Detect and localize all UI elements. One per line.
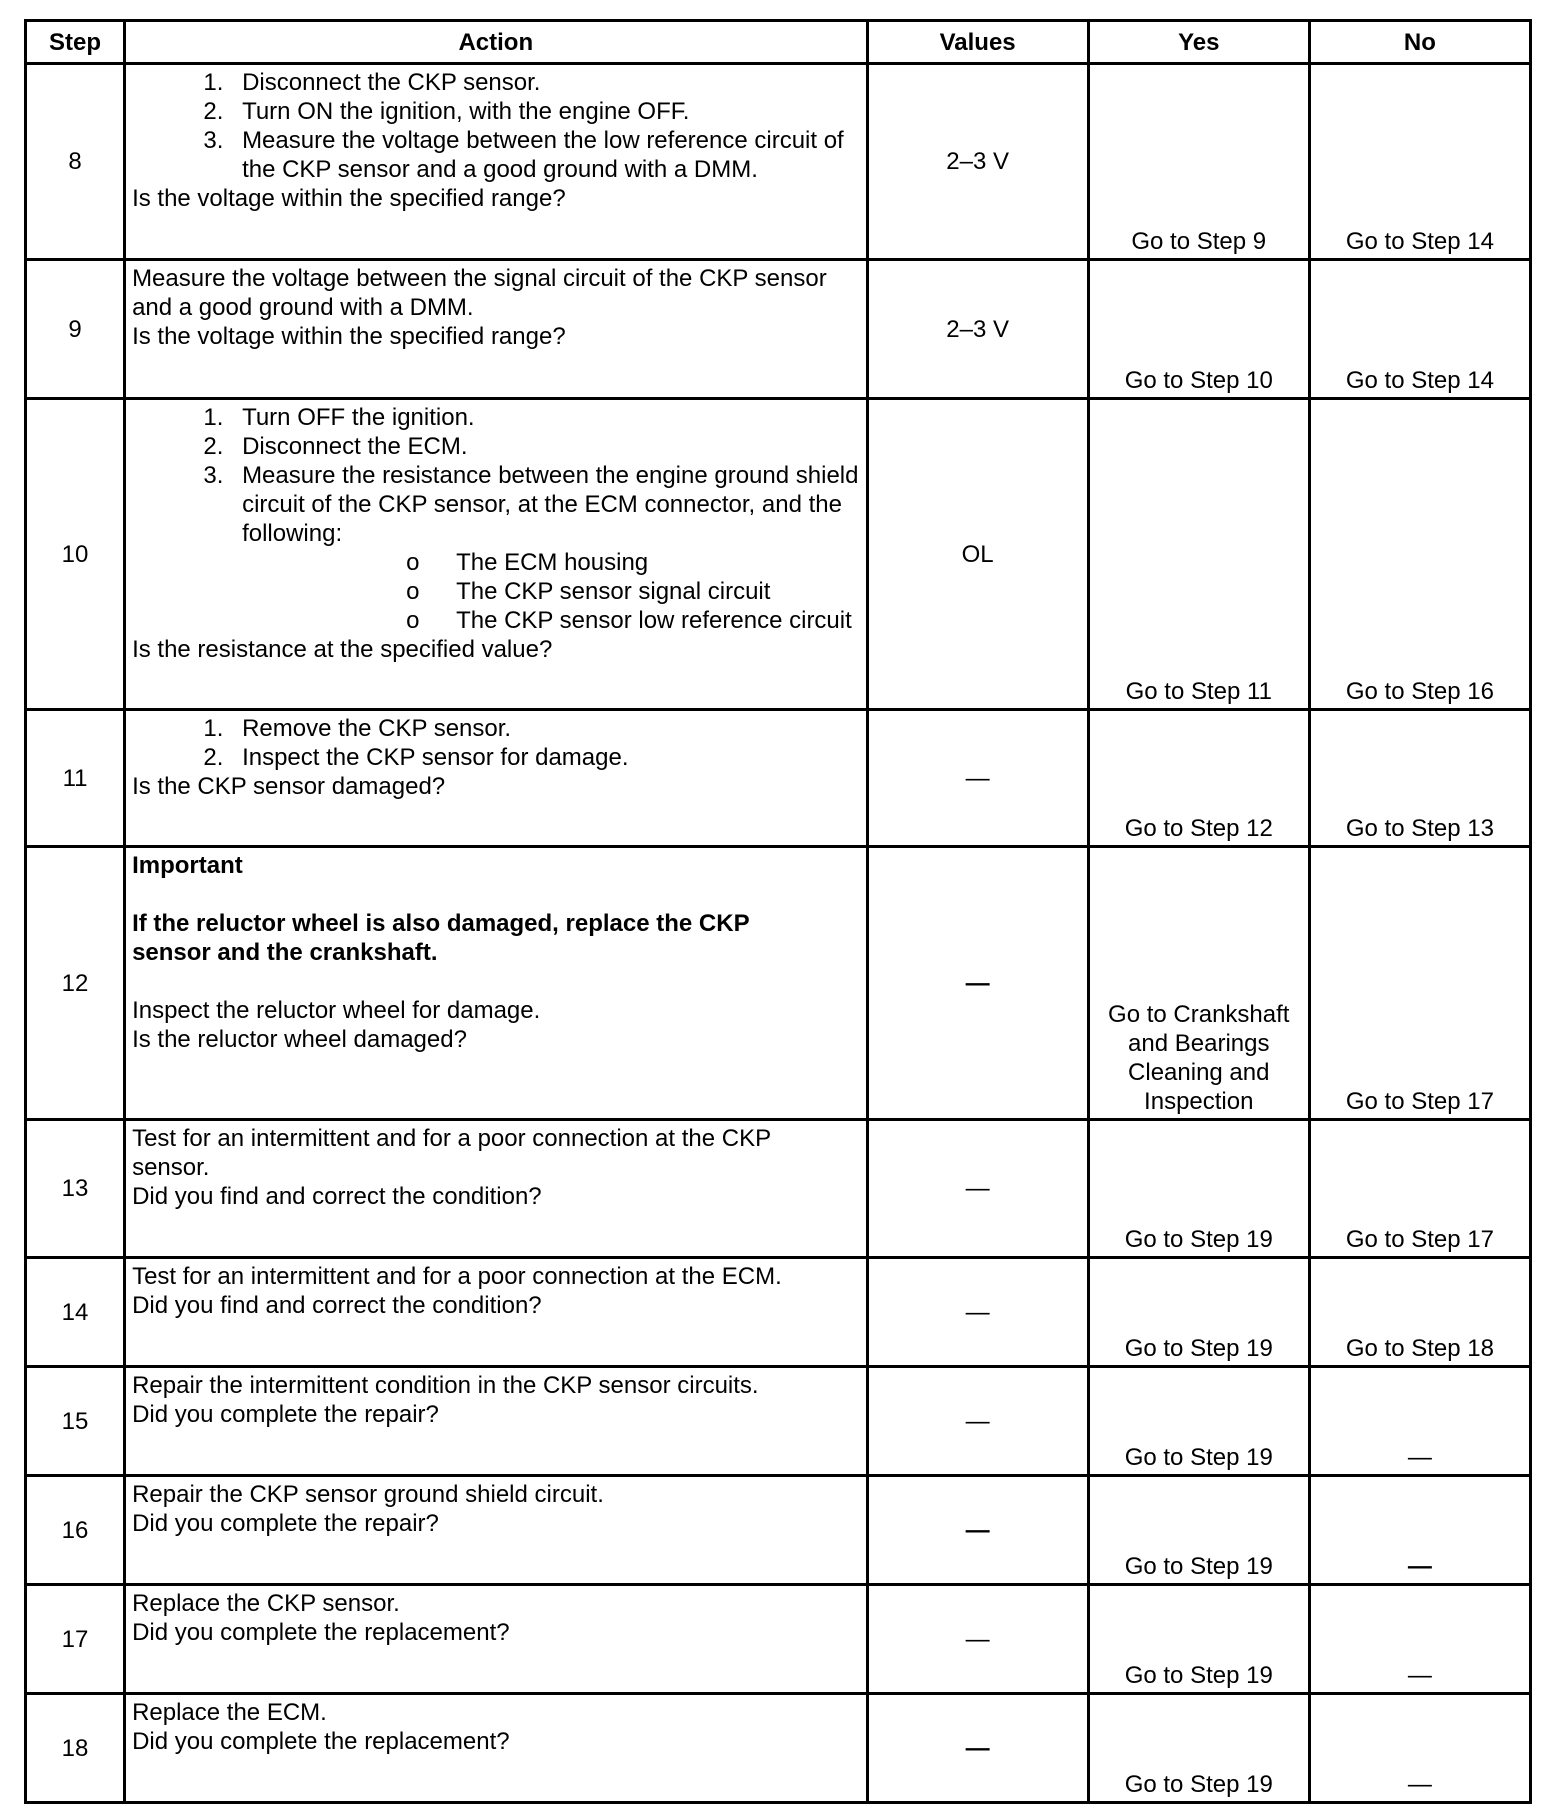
no-cell: Go to Step 16 (1309, 399, 1530, 710)
action-cell (125, 1258, 867, 1367)
yes-cell: Go to Step 10 (1088, 260, 1309, 399)
value-cell: — (867, 1367, 1088, 1476)
list-item: 1. Turn OFF the ignition. (230, 403, 861, 432)
action-text: Replace the ECM. (132, 1699, 327, 1726)
step-number: 16 (26, 1476, 125, 1585)
step-number: 11 (26, 710, 125, 847)
table-row (26, 1476, 1531, 1585)
list-item: 3. Measure the voltage between the low reference circuit of the CKP sensor and a good ground with a DMM. (230, 126, 861, 184)
table-row (26, 847, 1531, 1120)
step-number: 15 (26, 1367, 125, 1476)
no-cell: Go to Step 18 (1309, 1258, 1530, 1367)
no-cell: — (1309, 1476, 1530, 1585)
yes-cell: Go to Step 19 (1088, 1258, 1309, 1367)
action-question: Is the resistance at the specified value? (132, 636, 553, 663)
table-row (26, 1258, 1531, 1367)
action-question: Did you complete the repair? (132, 1401, 439, 1428)
step-number: 8 (26, 64, 125, 260)
yes-cell: Go to Step 19 (1088, 1367, 1309, 1476)
action-question: Is the reluctor wheel damaged? (132, 1026, 467, 1053)
action-list (132, 714, 861, 772)
sub-bullet-list (132, 548, 861, 635)
action-text: Test for an intermittent and for a poor connection at the ECM. (132, 1263, 782, 1290)
value-cell: — (867, 1258, 1088, 1367)
header-yes: Yes (1088, 21, 1309, 64)
action-question: Did you find and correct the condition? (132, 1183, 542, 1210)
list-item: 3. Measure the resistance between the engine ground shield circuit of the CKP sensor, at the ECM connector, and the following: (230, 461, 861, 548)
action-cell (125, 64, 867, 260)
action-question: Did you complete the replacement? (132, 1619, 510, 1646)
action-cell (125, 1367, 867, 1476)
table-row (26, 1585, 1531, 1694)
action-cell (125, 1694, 867, 1803)
important-heading: Important (132, 852, 243, 879)
no-cell: Go to Step 17 (1309, 1120, 1530, 1258)
header-step: Step (26, 21, 125, 64)
list-item: 1. Remove the CKP sensor. (230, 714, 861, 743)
value-cell: — (867, 1694, 1088, 1803)
list-item: o The ECM housing (456, 548, 861, 577)
action-cell (125, 260, 867, 399)
header-action: Action (125, 21, 867, 64)
no-cell: — (1309, 1585, 1530, 1694)
yes-cell: Go to Step 19 (1088, 1120, 1309, 1258)
table-row (26, 64, 1531, 260)
action-list (132, 68, 861, 184)
no-cell: Go to Step 14 (1309, 260, 1530, 399)
action-question: Did you find and correct the condition? (132, 1292, 542, 1319)
yes-cell: Go to Step 11 (1088, 399, 1309, 710)
table-row (26, 260, 1531, 399)
value-cell: 2–3 V (867, 64, 1088, 260)
action-question: Did you complete the replacement? (132, 1728, 510, 1755)
no-cell: Go to Step 14 (1309, 64, 1530, 260)
list-item: 2. Inspect the CKP sensor for damage. (230, 743, 861, 772)
action-text: Inspect the reluctor wheel for damage. (132, 997, 541, 1024)
important-text: If the reluctor wheel is also damaged, replace the CKP sensor and the crankshaft. (132, 910, 750, 966)
table-row (26, 399, 1531, 710)
no-cell: Go to Step 17 (1309, 847, 1530, 1120)
action-cell (125, 399, 867, 710)
header-no: No (1309, 21, 1530, 64)
list-item: o The CKP sensor signal circuit (456, 577, 861, 606)
list-item: 2. Turn ON the ignition, with the engine OFF. (230, 97, 861, 126)
step-number: 9 (26, 260, 125, 399)
value-cell: 2–3 V (867, 260, 1088, 399)
no-cell: — (1309, 1367, 1530, 1476)
value-cell: — (867, 710, 1088, 847)
action-question: Is the CKP sensor damaged? (132, 773, 446, 800)
table-row (26, 710, 1531, 847)
diagnostic-table (24, 19, 1532, 1804)
step-number: 12 (26, 847, 125, 1120)
list-item: 1. Disconnect the CKP sensor. (230, 68, 861, 97)
action-text: Test for an intermittent and for a poor connection at the CKP sensor. (132, 1125, 771, 1181)
yes-cell: Go to Step 12 (1088, 710, 1309, 847)
table-row (26, 1694, 1531, 1803)
header-values: Values (867, 21, 1088, 64)
action-cell (125, 710, 867, 847)
step-number: 10 (26, 399, 125, 710)
action-text: Repair the intermittent condition in the CKP sensor circuits. (132, 1372, 759, 1399)
no-cell: Go to Step 13 (1309, 710, 1530, 847)
header-row (26, 21, 1531, 64)
yes-cell (1088, 847, 1309, 1120)
value-cell: — (867, 1476, 1088, 1585)
action-question: Is the voltage within the specified range? (132, 185, 566, 212)
action-question: Did you complete the repair? (132, 1510, 439, 1537)
action-question: Is the voltage within the specified range? (132, 323, 566, 350)
yes-cell: Go to Step 19 (1088, 1476, 1309, 1585)
list-item: 2. Disconnect the ECM. (230, 432, 861, 461)
value-cell: OL (867, 399, 1088, 710)
action-list (132, 403, 861, 548)
step-number: 18 (26, 1694, 125, 1803)
action-text: Measure the voltage between the signal circuit of the CKP sensor and a good ground with a DMM. (132, 265, 827, 321)
table-row (26, 1367, 1531, 1476)
yes-cell: Go to Step 19 (1088, 1585, 1309, 1694)
action-cell (125, 1476, 867, 1585)
step-number: 17 (26, 1585, 125, 1694)
action-cell (125, 1585, 867, 1694)
yes-cell: Go to Step 19 (1088, 1694, 1309, 1803)
list-item: o The CKP sensor low reference circuit (456, 606, 861, 635)
no-cell: — (1309, 1694, 1530, 1803)
action-text: Replace the CKP sensor. (132, 1590, 400, 1617)
table-row (26, 1120, 1531, 1258)
step-number: 14 (26, 1258, 125, 1367)
yes-cell: Go to Step 9 (1088, 64, 1309, 260)
value-cell: — (867, 1585, 1088, 1694)
action-cell (125, 847, 867, 1120)
step-number: 13 (26, 1120, 125, 1258)
action-text: Repair the CKP sensor ground shield circuit. (132, 1481, 604, 1508)
action-cell (125, 1120, 867, 1258)
value-cell: — (867, 1120, 1088, 1258)
value-cell: — (867, 847, 1088, 1120)
link-crankshaft-inspection[interactable]: Go to Crankshaft and Bearings Cleaning and Inspection (1108, 1001, 1290, 1115)
